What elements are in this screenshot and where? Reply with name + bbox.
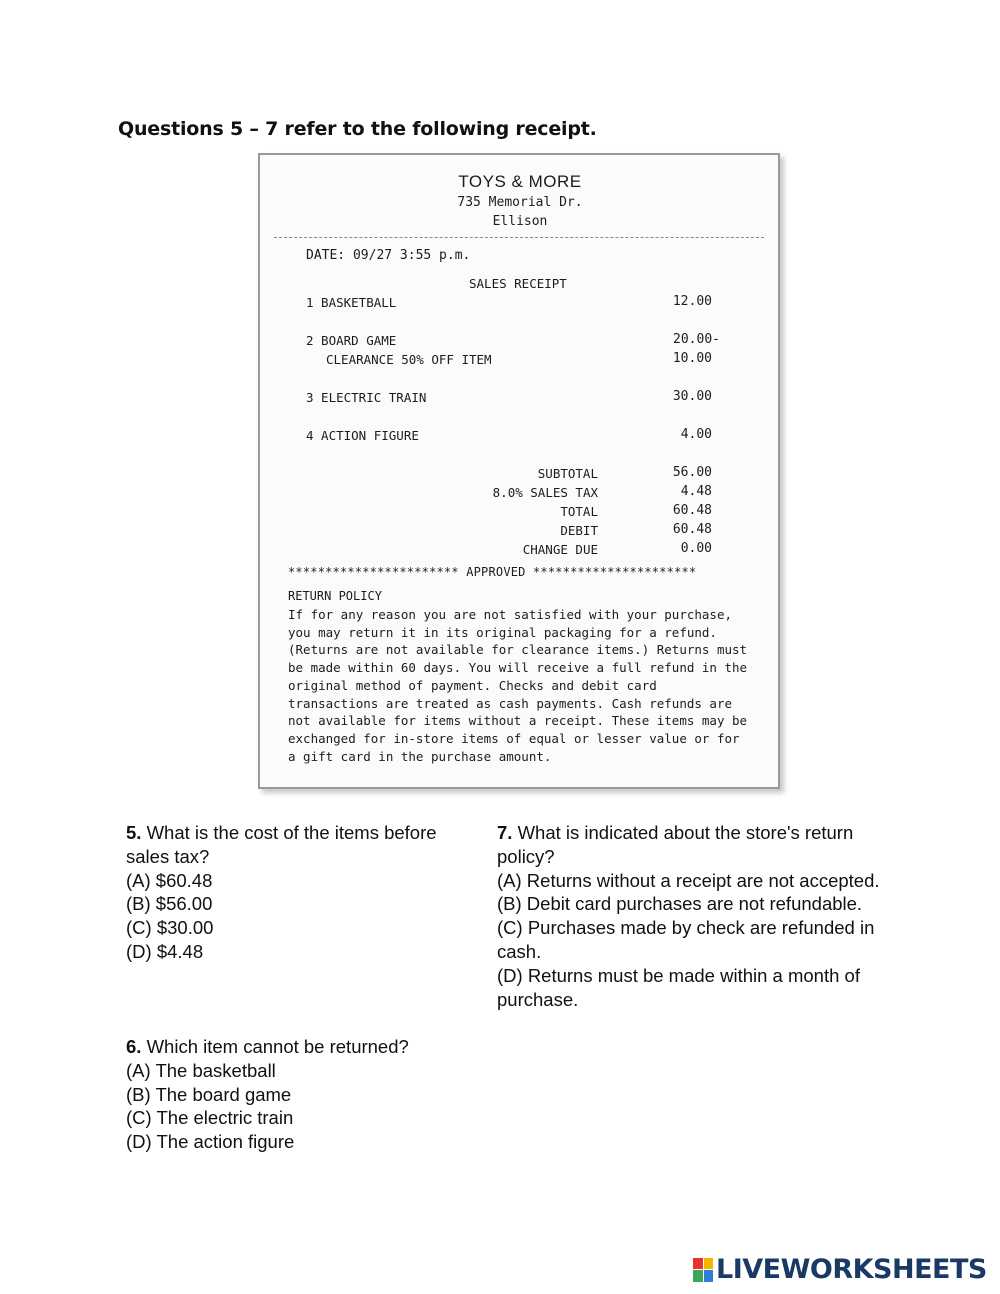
question-text: What is the cost of the items before xyxy=(146,822,437,843)
answer-option[interactable]: (D) The action figure xyxy=(126,1131,295,1153)
policy-line: original method of payment. Checks and debit card xyxy=(288,677,657,693)
answer-option-continued[interactable]: cash. xyxy=(497,940,542,962)
tax-label: 8.0% SALES TAX xyxy=(492,485,598,500)
store-city: Ellison xyxy=(492,214,548,229)
answer-option[interactable]: (B) Debit card purchases are not refundable. xyxy=(497,893,863,915)
return-policy-title: RETURN POLICY xyxy=(288,589,382,603)
item-amount: 12.00 xyxy=(672,294,712,309)
receipt-title: SALES RECEIPT xyxy=(469,276,567,291)
total-label: TOTAL xyxy=(560,504,598,519)
logo-blocks-icon xyxy=(693,1258,713,1282)
item-line: CLEARANCE 50% OFF ITEM xyxy=(326,352,492,367)
receipt-date: DATE: 09/27 3:55 p.m. xyxy=(306,248,471,263)
approved-line: *********************** APPROVED ********************** xyxy=(288,565,697,579)
store-name: TOYS & MORE xyxy=(458,172,582,191)
answer-option[interactable]: (C) Purchases made by check are refunded in xyxy=(497,917,875,939)
policy-line: you may return it in its original packaging for a refund. xyxy=(288,624,717,640)
question-number: 7. xyxy=(497,822,513,843)
answer-option[interactable]: (A) $60.48 xyxy=(126,869,213,891)
question-6 xyxy=(126,1035,471,1154)
answer-option[interactable]: (A) Returns without a receipt are not accepted. xyxy=(497,869,880,891)
answer-option[interactable]: (A) The basketball xyxy=(126,1059,276,1081)
item-line: 1 BASKETBALL xyxy=(306,295,397,310)
total-amount: 60.48 xyxy=(672,503,712,518)
liveworksheets-logo xyxy=(693,1254,987,1285)
debit-amount: 60.48 xyxy=(672,522,712,537)
answer-option[interactable]: (D) Returns must be made within a month of xyxy=(497,964,860,986)
logo-text: LIVEWORKSHEETS xyxy=(716,1254,987,1285)
item-amount: 4.00 xyxy=(680,427,712,442)
policy-line: transactions are treated as cash payments. Cash refunds are xyxy=(288,695,733,711)
question-text: What is indicated about the store's return xyxy=(517,822,854,843)
answer-option[interactable]: (C) $30.00 xyxy=(126,917,214,939)
store-address: 735 Memorial Dr. xyxy=(457,195,583,210)
change-amount: 0.00 xyxy=(680,541,712,556)
logo-block xyxy=(704,1258,714,1270)
logo-block xyxy=(693,1258,703,1270)
question-text: Which item cannot be returned? xyxy=(146,1036,409,1057)
policy-line: be made within 60 days. You will receive a full refund in the xyxy=(288,660,748,676)
answer-option[interactable]: (B) $56.00 xyxy=(126,893,213,915)
question-7 xyxy=(497,821,917,1011)
answer-option[interactable]: (C) The electric train xyxy=(126,1107,294,1129)
return-policy-text xyxy=(288,606,758,765)
question-number: 6. xyxy=(126,1036,142,1057)
logo-block xyxy=(704,1270,714,1282)
answer-option[interactable]: (D) $4.48 xyxy=(126,940,204,962)
subtotal-amount: 56.00 xyxy=(672,465,712,480)
policy-line: exchanged for in-store items of equal or lesser value or for xyxy=(288,730,740,746)
question-number: 5. xyxy=(126,822,142,843)
receipt xyxy=(258,153,780,789)
debit-label: DEBIT xyxy=(560,523,598,538)
change-label: CHANGE DUE xyxy=(522,542,598,557)
answer-option-continued[interactable]: purchase. xyxy=(497,988,579,1010)
item-line: 4 ACTION FIGURE xyxy=(306,428,419,443)
policy-line: not available for items without a receipt. These items may be xyxy=(288,713,748,729)
question-text: sales tax? xyxy=(126,845,210,867)
item-amount: 20.00- xyxy=(673,332,720,347)
item-line: 2 BOARD GAME xyxy=(306,333,397,348)
question-5 xyxy=(126,821,471,964)
logo-block xyxy=(693,1270,703,1282)
item-line: 3 ELECTRIC TRAIN xyxy=(306,390,427,405)
question-text: policy? xyxy=(497,845,555,867)
questions-heading: Questions 5 – 7 refer to the following receipt. xyxy=(118,118,597,140)
item-amount: 10.00 xyxy=(672,351,712,366)
policy-line: a gift card in the purchase amount. xyxy=(288,748,552,764)
policy-line: If for any reason you are not satisfied with your purchase, xyxy=(288,607,733,622)
policy-line: (Returns are not available for clearance items.) Returns must xyxy=(288,642,748,658)
answer-option[interactable]: (B) The board game xyxy=(126,1083,292,1105)
item-amount: 30.00 xyxy=(672,389,712,404)
tax-amount: 4.48 xyxy=(680,484,712,499)
subtotal-label: SUBTOTAL xyxy=(537,466,598,481)
dashed-divider xyxy=(274,237,764,238)
